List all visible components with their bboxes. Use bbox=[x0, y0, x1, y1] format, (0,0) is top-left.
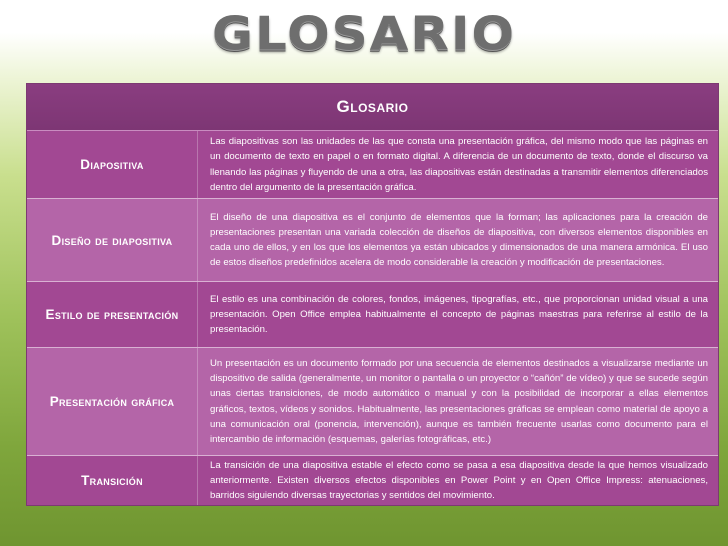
term-diseno-de-diapositiva: Diseño de diapositiva bbox=[27, 199, 198, 281]
term-diapositiva: Diapositiva bbox=[27, 131, 198, 198]
definition-text: El diseño de una diapositiva es el conjunto de elementos que la forman; las aplicaciones para la creación de presentaciones presentan una variada colección de diseños de diapositiva, con diversos elementos disponibles en cada uno de ellos, y en los que los elementos ya están ubicados y dimensionados de una manera armónica. El uso de estos diseños predefinidos acelera de modo considerable la creación y modificación de presentaciones. bbox=[210, 211, 708, 269]
definition-text: Las diapositivas son las unidades de las que consta una presentación gráfica, del mismo modo que las páginas en un documento de texto en papel o en formato digital. A diferencia de un documento de texto, donde el discurso va llenando las páginas y fluyendo de una a otra, las diapositivas están destinadas a transmitir elementos diferenciados dentro del argumento de la presentación gráfica. bbox=[210, 136, 708, 193]
definition-diseno-de-diapositiva bbox=[210, 199, 708, 281]
definition-diapositiva bbox=[210, 131, 708, 198]
table-row bbox=[27, 199, 718, 282]
slide-title-area bbox=[0, 4, 728, 72]
term-estilo-de-presentacion: Estilo de presentación bbox=[27, 282, 198, 347]
definition-transicion bbox=[210, 456, 708, 505]
term-presentacion-grafica: Presentación gráfica bbox=[27, 348, 198, 455]
definition-presentacion-grafica bbox=[210, 348, 708, 455]
table-row bbox=[27, 282, 718, 348]
term-transicion: Transición bbox=[27, 456, 198, 505]
table-row bbox=[27, 348, 718, 456]
glossary-table bbox=[27, 84, 718, 505]
slide-title: GLOSARIO bbox=[212, 7, 516, 61]
definition-text: La transición de una diapositiva estable el efecto como se pasa a esa diapositiva desde la que hemos visualizado anteriormente. Existen diversos efectos disponibles en Power Point y en Open Office Impress: atenuaciones, barridos siguiendo diversas trayectorias y sentidos del movimiento. bbox=[210, 459, 708, 502]
definition-text: Un presentación es un documento formado por una secuencia de elementos destinados a visualizarse mediante un dispositivo de salida (generalmente, un monitor o pantalla o un proyector o “cañón” de vídeo) y que se sucede según unas ciertas transiciones, de modo automático o manual y con la posibilidad de incorporar a ellas elementos gráficos, textos, vídeos y sonidos. Habitualmente, las presentaciones gráficas se emplean como material de apoyo a una comunicación oral (ponencia, intervención), aunque es también frecuente usarlas como documento para el intercambio de información (esquemas, galerías fotográficas, etc.) bbox=[210, 357, 708, 445]
definition-text: El estilo es una combinación de colores, fondos, imágenes, tipografías, etc., que proporcionan unidad visual a una presentación. Open Office emplea habitualmente el concepto de páginas maestras para referirse al estilo de la presentación. bbox=[210, 293, 708, 336]
glossary-table-header: Glosario bbox=[27, 84, 718, 131]
table-row bbox=[27, 456, 718, 505]
table-row bbox=[27, 131, 718, 199]
definition-estilo-de-presentacion bbox=[210, 282, 708, 347]
